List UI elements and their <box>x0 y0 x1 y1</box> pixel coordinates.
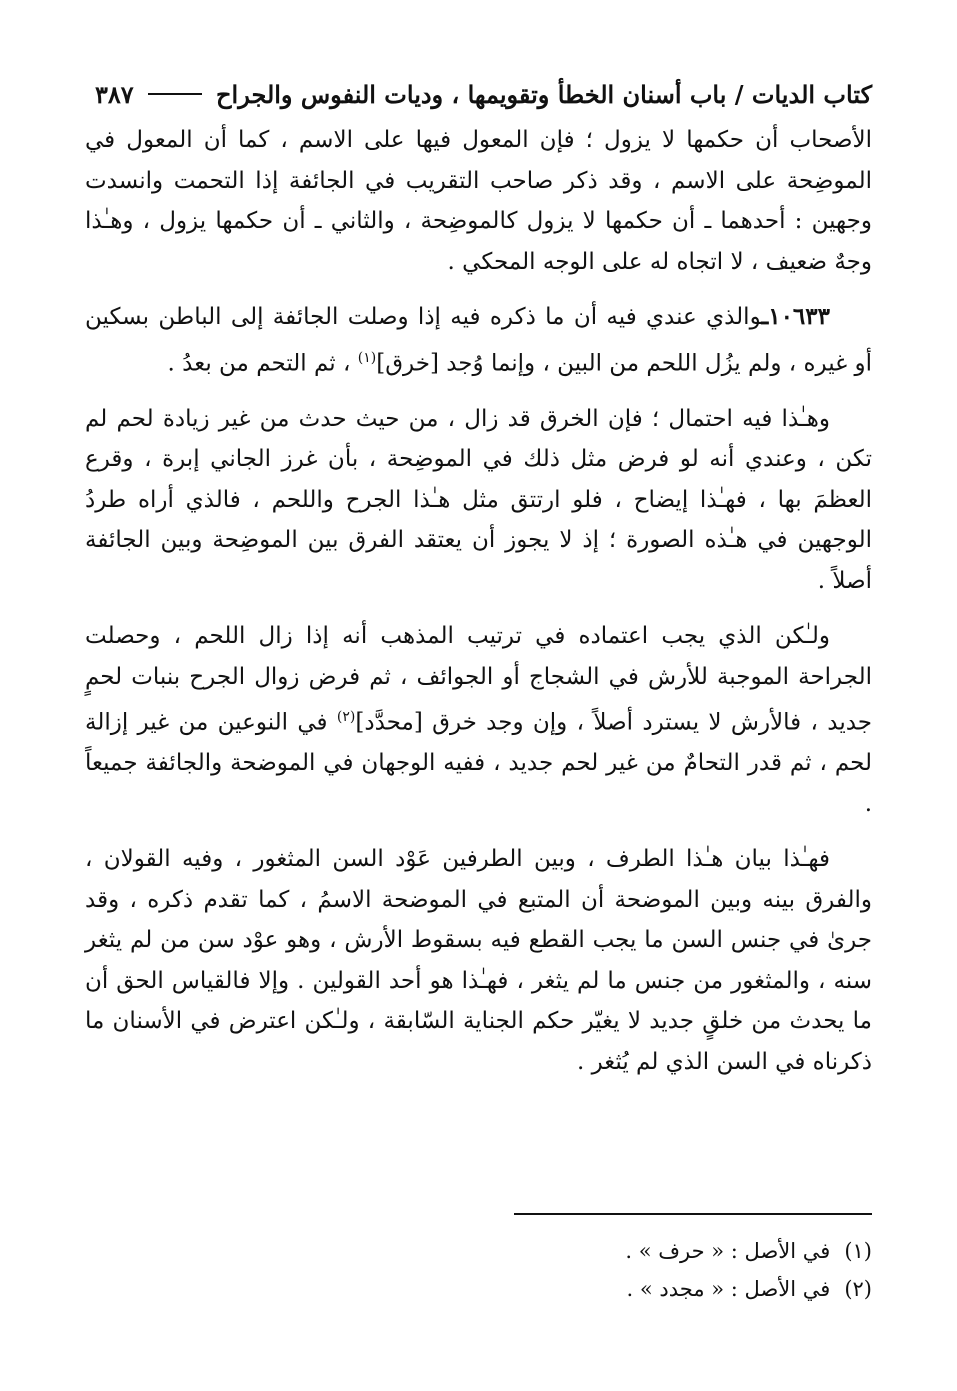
footnote-marker: (١) <box>844 1239 872 1263</box>
footnote-ref-1: (١) <box>357 349 377 366</box>
paragraph-number: ١٠٦٣٣ـ <box>761 303 830 330</box>
footnote-separator <box>514 1213 872 1215</box>
paragraph-4-text-before: ولـٰكن الذي يجب اعتماده في ترتيب المذهب أنه إذا زال اللحم ، وحصلت الجراحة الموجبة للأرش في الشجاج أو الجوائف ، ثم فرض زوال الجرح بنبات لحمٍ جديد ، فالأرش لا يسترد أصلاً ، وإن وجد خرق [محدَّد] <box>85 623 873 736</box>
body-text <box>85 120 872 1082</box>
paragraph-2-text-before: والذي عندي فيه أن ما ذكره فيه إذا وصلت الجائفة إلى الباطن بسكين أو غيره ، ولم يزُل اللحم من البين ، وإنما وُجد [خرق] <box>85 304 872 377</box>
footnote-1 <box>85 1232 872 1270</box>
header-title: كتاب الديات / باب أسنان الخطأ وتقويمها ، وديات النفوس والجراح <box>216 79 872 109</box>
page-number: ٣٨٧ <box>95 79 134 109</box>
paragraph-2 <box>85 297 872 384</box>
footnote-ref-2: (٢) <box>336 709 356 726</box>
header-rule <box>148 93 202 95</box>
paragraph-4 <box>85 616 872 824</box>
footnote-2 <box>85 1270 872 1308</box>
paragraph-3: وهـٰذا فيه احتمال ؛ فإن الخرق قد زال ، من حيث حدث من غير زيادة لحم لم تكن ، وعندي أنه لو فرض مثل ذلك في الموضِحة ، بأن غرز الجاني إبرة ، وقرع العظمَ بها ، فهـٰذا إيضاح ، فلو ارتتق مثل هـٰذا الجرح واللحم ، فالذي أراه طردُ الوجهين في هـٰذه الصورة ؛ إذ لا يجوز أن يعتقد الفرق بين الموضِحة وبين الجائفة أصلاً . <box>85 405 872 594</box>
paragraph-5: فهـٰذا بيان هـٰذا الطرف ، وبين الطرفين عَوْد السن المثغور ، وفيه القولان ، والفرق بينه وبين الموضحة أن المتبع في الموضحة الاسمُ ، كما تقدم ذكره ، وقد جرىٰ في جنس السن ما يجب القطع فيه بسقوط الأرش ، وهو عوْد سن من لم يثغر سنه ، والمثغور من جنس ما لم يثغر ، فهـٰذا هو أحد القولين . وإلا فالقياس الحق أن ما يحدث من خلقٍ جديد لا يغيّر حكم الجناية السّابقة ، ولـٰكن اعترض في الأسنان ما ذكرناه في السن الذي لم يُثغر . <box>85 846 872 1075</box>
footnote-text: في الأصل : « حرف » . <box>625 1239 831 1263</box>
paragraph-4-text-after: في النوعين من غير إزالة لحم ، ثم قدر التحامٌ من غير لحم جديد ، ففيه الوجهان في الموضحة والجائفة جميعاً . <box>85 709 872 817</box>
running-header <box>95 72 872 116</box>
footnote-text: في الأصل : « مجدد » . <box>626 1277 831 1301</box>
footnotes <box>85 1232 872 1308</box>
footnote-marker: (٢) <box>844 1277 872 1301</box>
paragraph-1: الأصحاب أن حكمها لا يزول ؛ فإن المعول فيها على الاسم ، كما أن المعول في الموضِحة على الاسم ، وقد ذكر صاحب التقريب في الجائفة إذا التحمت وانسدت وجهين : أحدهما ـ أن حكمها لا يزول كالموضِحة ، والثاني ـ أن حكمها يزول ، وهـٰذا وجهٌ ضعيف ، لا اتجاه له على الوجه المحكي . <box>85 127 872 275</box>
paragraph-2-text-after: ، ثم التحم من بعدُ . <box>167 350 358 377</box>
